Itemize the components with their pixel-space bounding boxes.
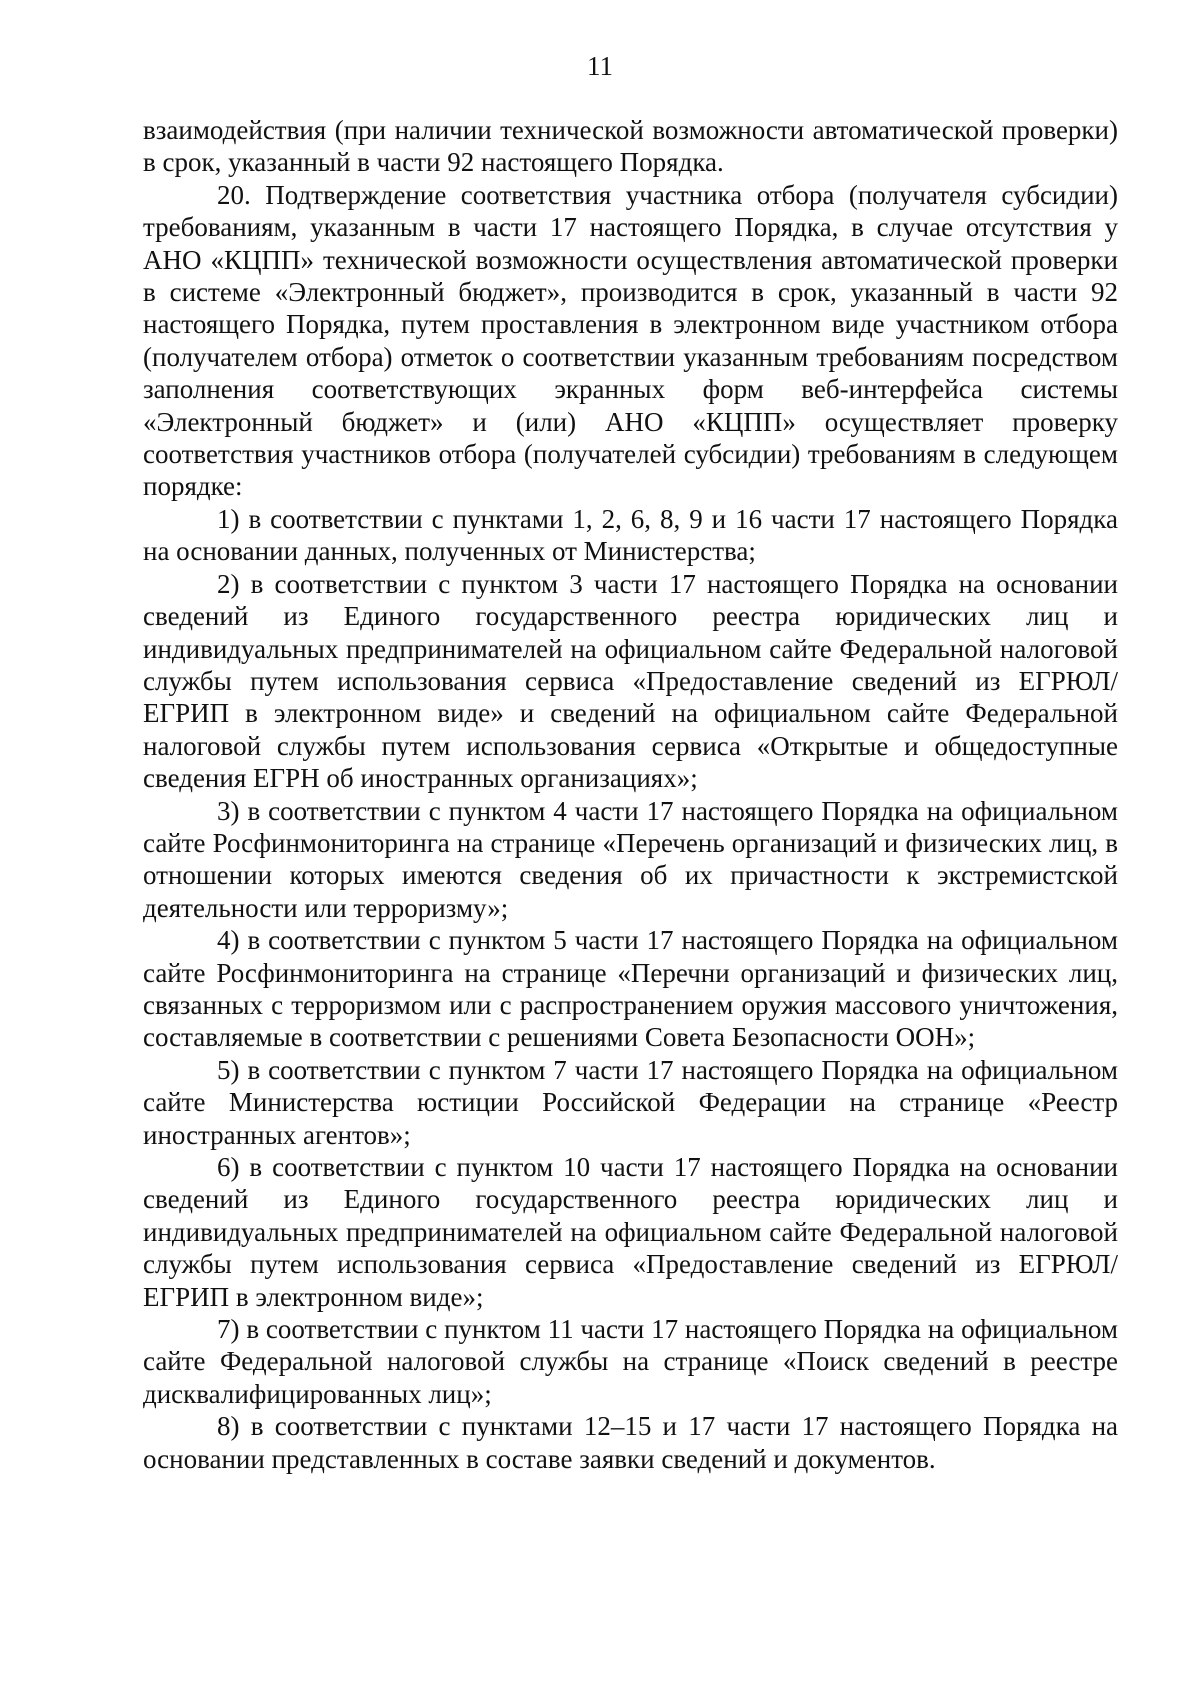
list-item-6: 6) в соответствии с пунктом 10 части 17 настоящего Порядка на основании сведений из Единого государственного реестра юридических лиц и индивидуальных предпринимателей на официальном сайте Федеральной налоговой службы путем использования сервиса «Предоставление сведений из ЕГРЮЛ/ЕГРИП в электронном виде»; (143, 1152, 1118, 1312)
list-item-7: 7) в соответствии с пунктом 11 части 17 настоящего Порядка на официальном сайте Федеральной налоговой службы на странице «Поиск сведений в реестре дисквалифицированных лиц»; (143, 1314, 1118, 1409)
list-item-3: 3) в соответствии с пунктом 4 части 17 настоящего Порядка на официальном сайте Росфинмониторинга на странице «Перечень организаций и физических лиц, в отношении которых имеются сведения об их причастности к экстремистской деятельности или терроризму»; (143, 795, 1118, 923)
paragraph-20: 20. Подтверждение соответствия участника отбора (получателя субсидии) требованиям, указанным в части 17 настоящего Порядка, в случае отсутствия у АНО «КЦПП» технической возможности осуществления автоматической проверки в системе «Электронный бюджет», производится в срок, указанный в части 92 настоящего Порядка, путем проставления в электронном виде участником отбора (получателем отбора) отметок о соответствии указанным требованиям посредством заполнения соответствующих экранных форм веб-интерфейса системы «Электронный бюджет» и (или) АНО «КЦПП» осуществляет проверку соответствия участников отбора (получателей субсидии) требованиям в следующем порядке: (143, 179, 1118, 502)
paragraph-continuation: взаимодействия (при наличии технической возможности автоматической проверки) в срок, указанный в части 92 настоящего Порядка. (143, 115, 1118, 178)
list-item-5: 5) в соответствии с пунктом 7 части 17 настоящего Порядка на официальном сайте Министерства юстиции Российской Федерации на странице «Реестр иностранных агентов»; (143, 1054, 1118, 1150)
list-item-1: 1) в соответствии с пунктами 1, 2, 6, 8, 9 и 16 части 17 настоящего Порядка на основании данных, полученных от Министерства; (143, 503, 1118, 567)
document-body (143, 114, 1118, 1475)
list-item-4: 4) в соответствии с пунктом 5 части 17 настоящего Порядка на официальном сайте Росфинмониторинга на странице «Перечни организаций и физических лиц, связанных с терроризмом или с распространением оружия массового уничтожения, составляемые в соответствии с решениями Совета Безопасности ООН»; (143, 925, 1118, 1053)
list-item-2: 2) в соответствии с пунктом 3 части 17 настоящего Порядка на основании сведений из Единого государственного реестра юридических лиц и индивидуальных предпринимателей на официальном сайте Федеральной налоговой службы путем использования сервиса «Предоставление сведений из ЕГРЮЛ/ЕГРИП в электронном виде» и сведений на официальном сайте Федеральной налоговой службы путем использования сервиса «Открытые и общедоступные сведения ЕГРН об иностранных организациях»; (143, 568, 1118, 794)
list-item-8: 8) в соответствии с пунктами 12–15 и 17 части 17 настоящего Порядка на основании представленных в составе заявки сведений и документов. (143, 1411, 1118, 1474)
page-number: 11 (587, 51, 613, 81)
